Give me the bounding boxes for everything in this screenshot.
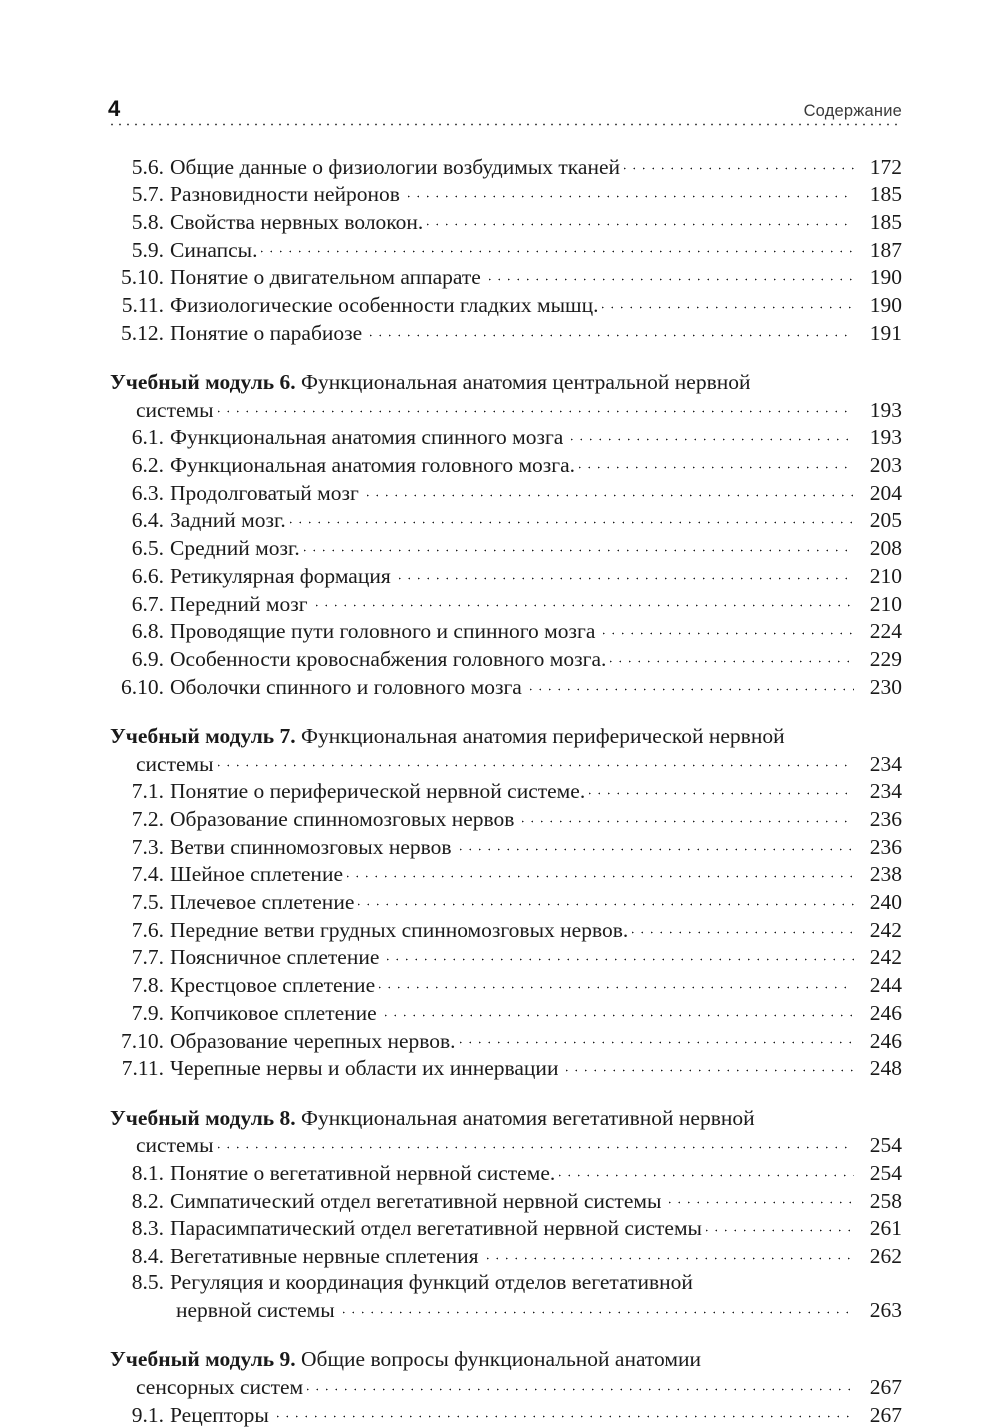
toc-entry-title: Образование спинномозговых нервов [170, 806, 515, 831]
toc-module-block [108, 723, 902, 1082]
toc-entry-number: 5.6. [131, 154, 164, 179]
toc-page-number: 254 [869, 1160, 902, 1185]
toc-module-heading[interactable] [108, 723, 902, 749]
toc-page-number: 246 [869, 1028, 902, 1053]
toc-entry[interactable] [108, 1026, 902, 1054]
toc-page-number: 190 [869, 293, 902, 318]
toc-page-number: 261 [869, 1216, 902, 1241]
dot-leader [395, 561, 854, 583]
dot-leader [214, 395, 854, 417]
dot-leader [555, 1158, 854, 1180]
toc-entry-number: 9.1. [131, 1402, 164, 1427]
toc-entry[interactable] [108, 423, 902, 451]
toc-module-heading[interactable] [108, 369, 902, 395]
toc-page-number: 258 [869, 1188, 902, 1213]
toc-entry-number: 7.8. [131, 973, 164, 998]
toc-module-block [108, 1346, 902, 1428]
toc-page-number: 238 [869, 862, 902, 887]
toc-entry-number: 5.10. [121, 265, 164, 290]
toc-entry[interactable] [108, 1400, 902, 1428]
toc-module-title-continued: системы [136, 397, 214, 422]
toc-entry-number: 7.9. [131, 1000, 164, 1025]
dot-leader [423, 207, 854, 229]
toc-entry-title: Парасимпатический отдел вегетативной нервной системы [170, 1216, 702, 1241]
toc-module-heading-continuation[interactable] [108, 395, 902, 423]
toc-entry-number: 6.9. [131, 646, 164, 671]
toc-entry[interactable] [108, 998, 902, 1026]
toc-entry-title: Регуляция и координация функций отделов вегетативной [170, 1270, 693, 1295]
toc-entry-title: Понятие о двигательном аппарате [170, 265, 481, 290]
toc-page-number: 246 [869, 1000, 902, 1025]
toc-page-number: 203 [869, 453, 902, 478]
dot-leader [375, 971, 854, 993]
toc-entry-number: 7.10. [121, 1028, 164, 1053]
toc-module-label: Учебный модуль 6. [110, 369, 296, 394]
toc-entry[interactable] [108, 207, 902, 235]
toc-entry-number: 8.1. [131, 1160, 164, 1185]
toc-entry[interactable] [108, 672, 902, 700]
toc-page-number: 234 [869, 779, 902, 804]
toc-entry-number: 7.3. [131, 834, 164, 859]
dot-leader [214, 749, 854, 771]
toc-module-block [108, 369, 902, 700]
toc-entry-title: Плечевое сплетение [170, 890, 355, 915]
toc-entry-title: Общие данные о физиологии возбудимых тканей [170, 154, 621, 179]
toc-entry-number: 7.4. [131, 862, 164, 887]
dot-leader [303, 1372, 854, 1394]
dot-leader [526, 672, 854, 694]
dot-leader [598, 291, 854, 313]
dot-leader [562, 1054, 854, 1076]
dot-leader [214, 1131, 854, 1153]
toc-entry-title: Копчиковое сплетение [170, 1000, 377, 1025]
toc-module-title-continued: системы [136, 1133, 214, 1158]
dot-leader [628, 915, 854, 937]
dot-leader [286, 506, 854, 528]
toc-entry-block [108, 152, 902, 346]
toc-page-number: 208 [869, 536, 902, 561]
dot-leader [483, 1242, 854, 1264]
toc-entry-number: 6.3. [131, 480, 164, 505]
toc-entry[interactable] [108, 1242, 902, 1270]
toc-entry-title: Черепные нервы и области их иннервации [170, 1056, 559, 1081]
toc-module-label: Учебный модуль 7. [110, 723, 296, 748]
toc-entry-title: Передние ветви грудных спинномозговых нервов. [170, 917, 629, 942]
toc-module-label: Учебный модуль 9. [110, 1347, 296, 1372]
toc-entry[interactable] [108, 318, 902, 346]
toc-page-number: 224 [869, 619, 902, 644]
toc-entry[interactable] [108, 1186, 902, 1214]
toc-module-title-continued: системы [136, 751, 214, 776]
dot-leader [606, 644, 854, 666]
toc-module-block [108, 1105, 902, 1324]
toc-entry-number: 6.5. [131, 536, 164, 561]
toc-entry[interactable] [108, 943, 902, 971]
toc-page-number: 242 [869, 945, 902, 970]
toc-entry-number: 6.8. [131, 619, 164, 644]
dot-leader [381, 998, 854, 1020]
toc-entry-number: 6.6. [131, 563, 164, 588]
dot-leader [339, 1295, 854, 1317]
running-head-dotted-rule [108, 123, 902, 126]
dot-leader [665, 1186, 854, 1208]
toc-page-number: 185 [869, 209, 902, 234]
toc-entry[interactable] [108, 1158, 902, 1186]
toc-entry[interactable] [108, 1269, 902, 1295]
toc-entry-number: 6.7. [131, 591, 164, 616]
toc-entry-number: 6.10. [121, 674, 164, 699]
toc-entry-title: Продолговатый мозг [170, 480, 359, 505]
toc-entry-title: Симпатический отдел вегетативной нервной системы [170, 1188, 662, 1213]
toc-entry-title: Понятие о вегетативной нервной системе. [170, 1160, 556, 1185]
toc-entry[interactable] [108, 1214, 902, 1242]
toc-entry[interactable] [108, 263, 902, 291]
toc-page-number: 236 [869, 834, 902, 859]
toc-entry[interactable] [108, 644, 902, 672]
toc-entry[interactable] [108, 534, 902, 562]
toc-entry-title: Оболочки спинного и головного мозга [170, 674, 522, 699]
dot-leader [312, 589, 854, 611]
dot-leader [273, 1400, 854, 1422]
toc-module-title-continued: сенсорных систем [136, 1374, 304, 1399]
toc-entry-title: Особенности кровоснабжения головного мозга. [170, 646, 607, 671]
toc-page-number: 248 [869, 1056, 902, 1081]
toc-entry-title: Крестцовое сплетение [170, 973, 376, 998]
toc-page-number: 190 [869, 265, 902, 290]
toc-entry-title: Понятие о периферической нервной системе. [170, 779, 586, 804]
toc-page-number: 210 [869, 591, 902, 616]
toc-page-number: 191 [869, 320, 902, 345]
toc-entry[interactable] [108, 860, 902, 888]
dot-leader [383, 943, 854, 965]
toc-entry-title: Вегетативные нервные сплетения [170, 1244, 479, 1269]
toc-entry-title: Функциональная анатомия спинного мозга [170, 425, 564, 450]
toc-entry-title: Синапсы. [170, 237, 258, 262]
page-folio-number: 4 [108, 96, 121, 121]
toc-page-number: 263 [869, 1297, 902, 1322]
toc-module-heading[interactable] [108, 1105, 902, 1131]
toc-module-heading-continuation[interactable] [108, 1372, 902, 1400]
toc-page-number: 242 [869, 917, 902, 942]
dot-leader [620, 152, 854, 174]
dot-leader [585, 777, 854, 799]
toc-page-number: 267 [869, 1402, 902, 1427]
toc-entry[interactable] [108, 589, 902, 617]
toc-entry[interactable] [108, 915, 902, 943]
table-of-contents [108, 152, 902, 1428]
dot-leader [343, 860, 854, 882]
toc-page-number: 244 [869, 973, 902, 998]
toc-entry-number: 5.11. [121, 293, 164, 318]
toc-module-heading-continuation[interactable] [108, 749, 902, 777]
toc-entry-number: 5.12. [121, 320, 164, 345]
toc-page-number: 240 [869, 890, 902, 915]
toc-entry-continuation[interactable] [108, 1295, 902, 1323]
toc-entry-number: 7.7. [131, 945, 164, 970]
toc-page-number: 236 [869, 806, 902, 831]
running-head [108, 92, 902, 128]
dot-leader [300, 534, 854, 556]
toc-entry[interactable] [108, 804, 902, 832]
toc-page-number: 185 [869, 182, 902, 207]
toc-entry[interactable] [108, 506, 902, 534]
toc-page-number: 267 [869, 1374, 902, 1399]
dot-leader [575, 451, 854, 473]
toc-entry-number: 5.9. [131, 237, 164, 262]
toc-entry-title: Средний мозг. [170, 536, 300, 561]
toc-entry[interactable] [108, 451, 902, 479]
toc-entry[interactable] [108, 832, 902, 860]
toc-page-number: 205 [869, 508, 902, 533]
toc-entry[interactable] [108, 478, 902, 506]
toc-entry-title-continued: нервной системы [176, 1297, 335, 1322]
toc-entry-title: Разновидности нейронов [170, 182, 400, 207]
toc-entry[interactable] [108, 235, 902, 263]
toc-module-title: Функциональная анатомия центральной нервной [301, 369, 751, 394]
toc-page-number: 234 [869, 751, 902, 776]
toc-entry[interactable] [108, 561, 902, 589]
toc-entry[interactable] [108, 888, 902, 916]
dot-leader [366, 318, 854, 340]
toc-module-heading[interactable] [108, 1346, 902, 1372]
toc-module-title: Функциональная анатомия вегетативной нервной [301, 1105, 755, 1130]
dot-leader [354, 888, 854, 910]
toc-page-number: 262 [869, 1244, 902, 1269]
toc-page-number: 254 [869, 1133, 902, 1158]
toc-entry-number: 7.1. [131, 779, 164, 804]
toc-entry-title: Ретикулярная формация [170, 563, 391, 588]
toc-entry[interactable] [108, 971, 902, 999]
toc-entry-number: 7.2. [131, 806, 164, 831]
toc-entry-number: 7.6. [131, 917, 164, 942]
toc-entry-title: Свойства нервных волокон. [170, 209, 424, 234]
toc-entry-title: Функциональная анатомия головного мозга. [170, 453, 576, 478]
toc-entry-number: 8.5. [131, 1270, 164, 1295]
toc-page-number: 193 [869, 397, 902, 422]
toc-entry-number: 7.11. [121, 1056, 164, 1081]
running-head-title: Содержание [803, 102, 902, 120]
dot-leader [404, 180, 854, 202]
toc-module-label: Учебный модуль 8. [110, 1105, 296, 1130]
toc-entry-title: Поясничное сплетение [170, 945, 380, 970]
toc-entry-number: 6.4. [131, 508, 164, 533]
toc-page-number: 193 [869, 425, 902, 450]
toc-entry-title: Образование черепных нервов. [170, 1028, 456, 1053]
dot-leader [567, 423, 854, 445]
toc-entry-number: 5.7. [131, 182, 164, 207]
toc-entry-number: 5.8. [131, 209, 164, 234]
dot-leader [518, 804, 854, 826]
dot-leader [702, 1214, 854, 1236]
toc-entry-title: Физиологические особенности гладких мышц. [170, 293, 599, 318]
toc-entry[interactable] [108, 152, 902, 180]
toc-module-title: Общие вопросы функциональной анатомии [301, 1347, 702, 1372]
toc-entry-title: Понятие о парабиозе [170, 320, 363, 345]
toc-page-number: 230 [869, 674, 902, 699]
toc-entry[interactable] [108, 1054, 902, 1082]
toc-entry[interactable] [108, 617, 902, 645]
toc-entry-title: Рецепторы [170, 1402, 269, 1427]
toc-entry-wrapped[interactable] [108, 1269, 902, 1323]
dot-leader [456, 832, 854, 854]
toc-entry-number: 7.5. [131, 890, 164, 915]
toc-entry-number: 6.2. [131, 453, 164, 478]
toc-entry-number: 8.2. [131, 1188, 164, 1213]
dot-leader [485, 263, 854, 285]
toc-entry[interactable] [108, 180, 902, 208]
toc-entry-title: Передний мозг [170, 591, 308, 616]
toc-page-number: 210 [869, 563, 902, 588]
toc-entry[interactable] [108, 777, 902, 805]
toc-module-heading-continuation[interactable] [108, 1131, 902, 1159]
toc-page-number: 229 [869, 646, 902, 671]
dot-leader [257, 235, 854, 257]
toc-page-number: 172 [869, 154, 902, 179]
dot-leader [456, 1026, 854, 1048]
toc-entry[interactable] [108, 291, 902, 319]
toc-entry-title: Проводящие пути головного и спинного мозга [170, 619, 596, 644]
toc-entry-title: Ветви спинномозговых нервов [170, 834, 452, 859]
dot-leader [363, 478, 854, 500]
toc-entry-title: Шейное сплетение [170, 862, 343, 887]
toc-entry-number: 8.3. [131, 1216, 164, 1241]
dot-leader [599, 617, 854, 639]
toc-entry-number: 8.4. [131, 1244, 164, 1269]
toc-page-number: 187 [869, 237, 902, 262]
running-head-row [108, 92, 902, 120]
toc-module-title: Функциональная анатомия периферической нервной [301, 723, 785, 748]
toc-entry-title: Задний мозг. [170, 508, 286, 533]
toc-entry-number: 6.1. [131, 425, 164, 450]
toc-page-number: 204 [869, 480, 902, 505]
